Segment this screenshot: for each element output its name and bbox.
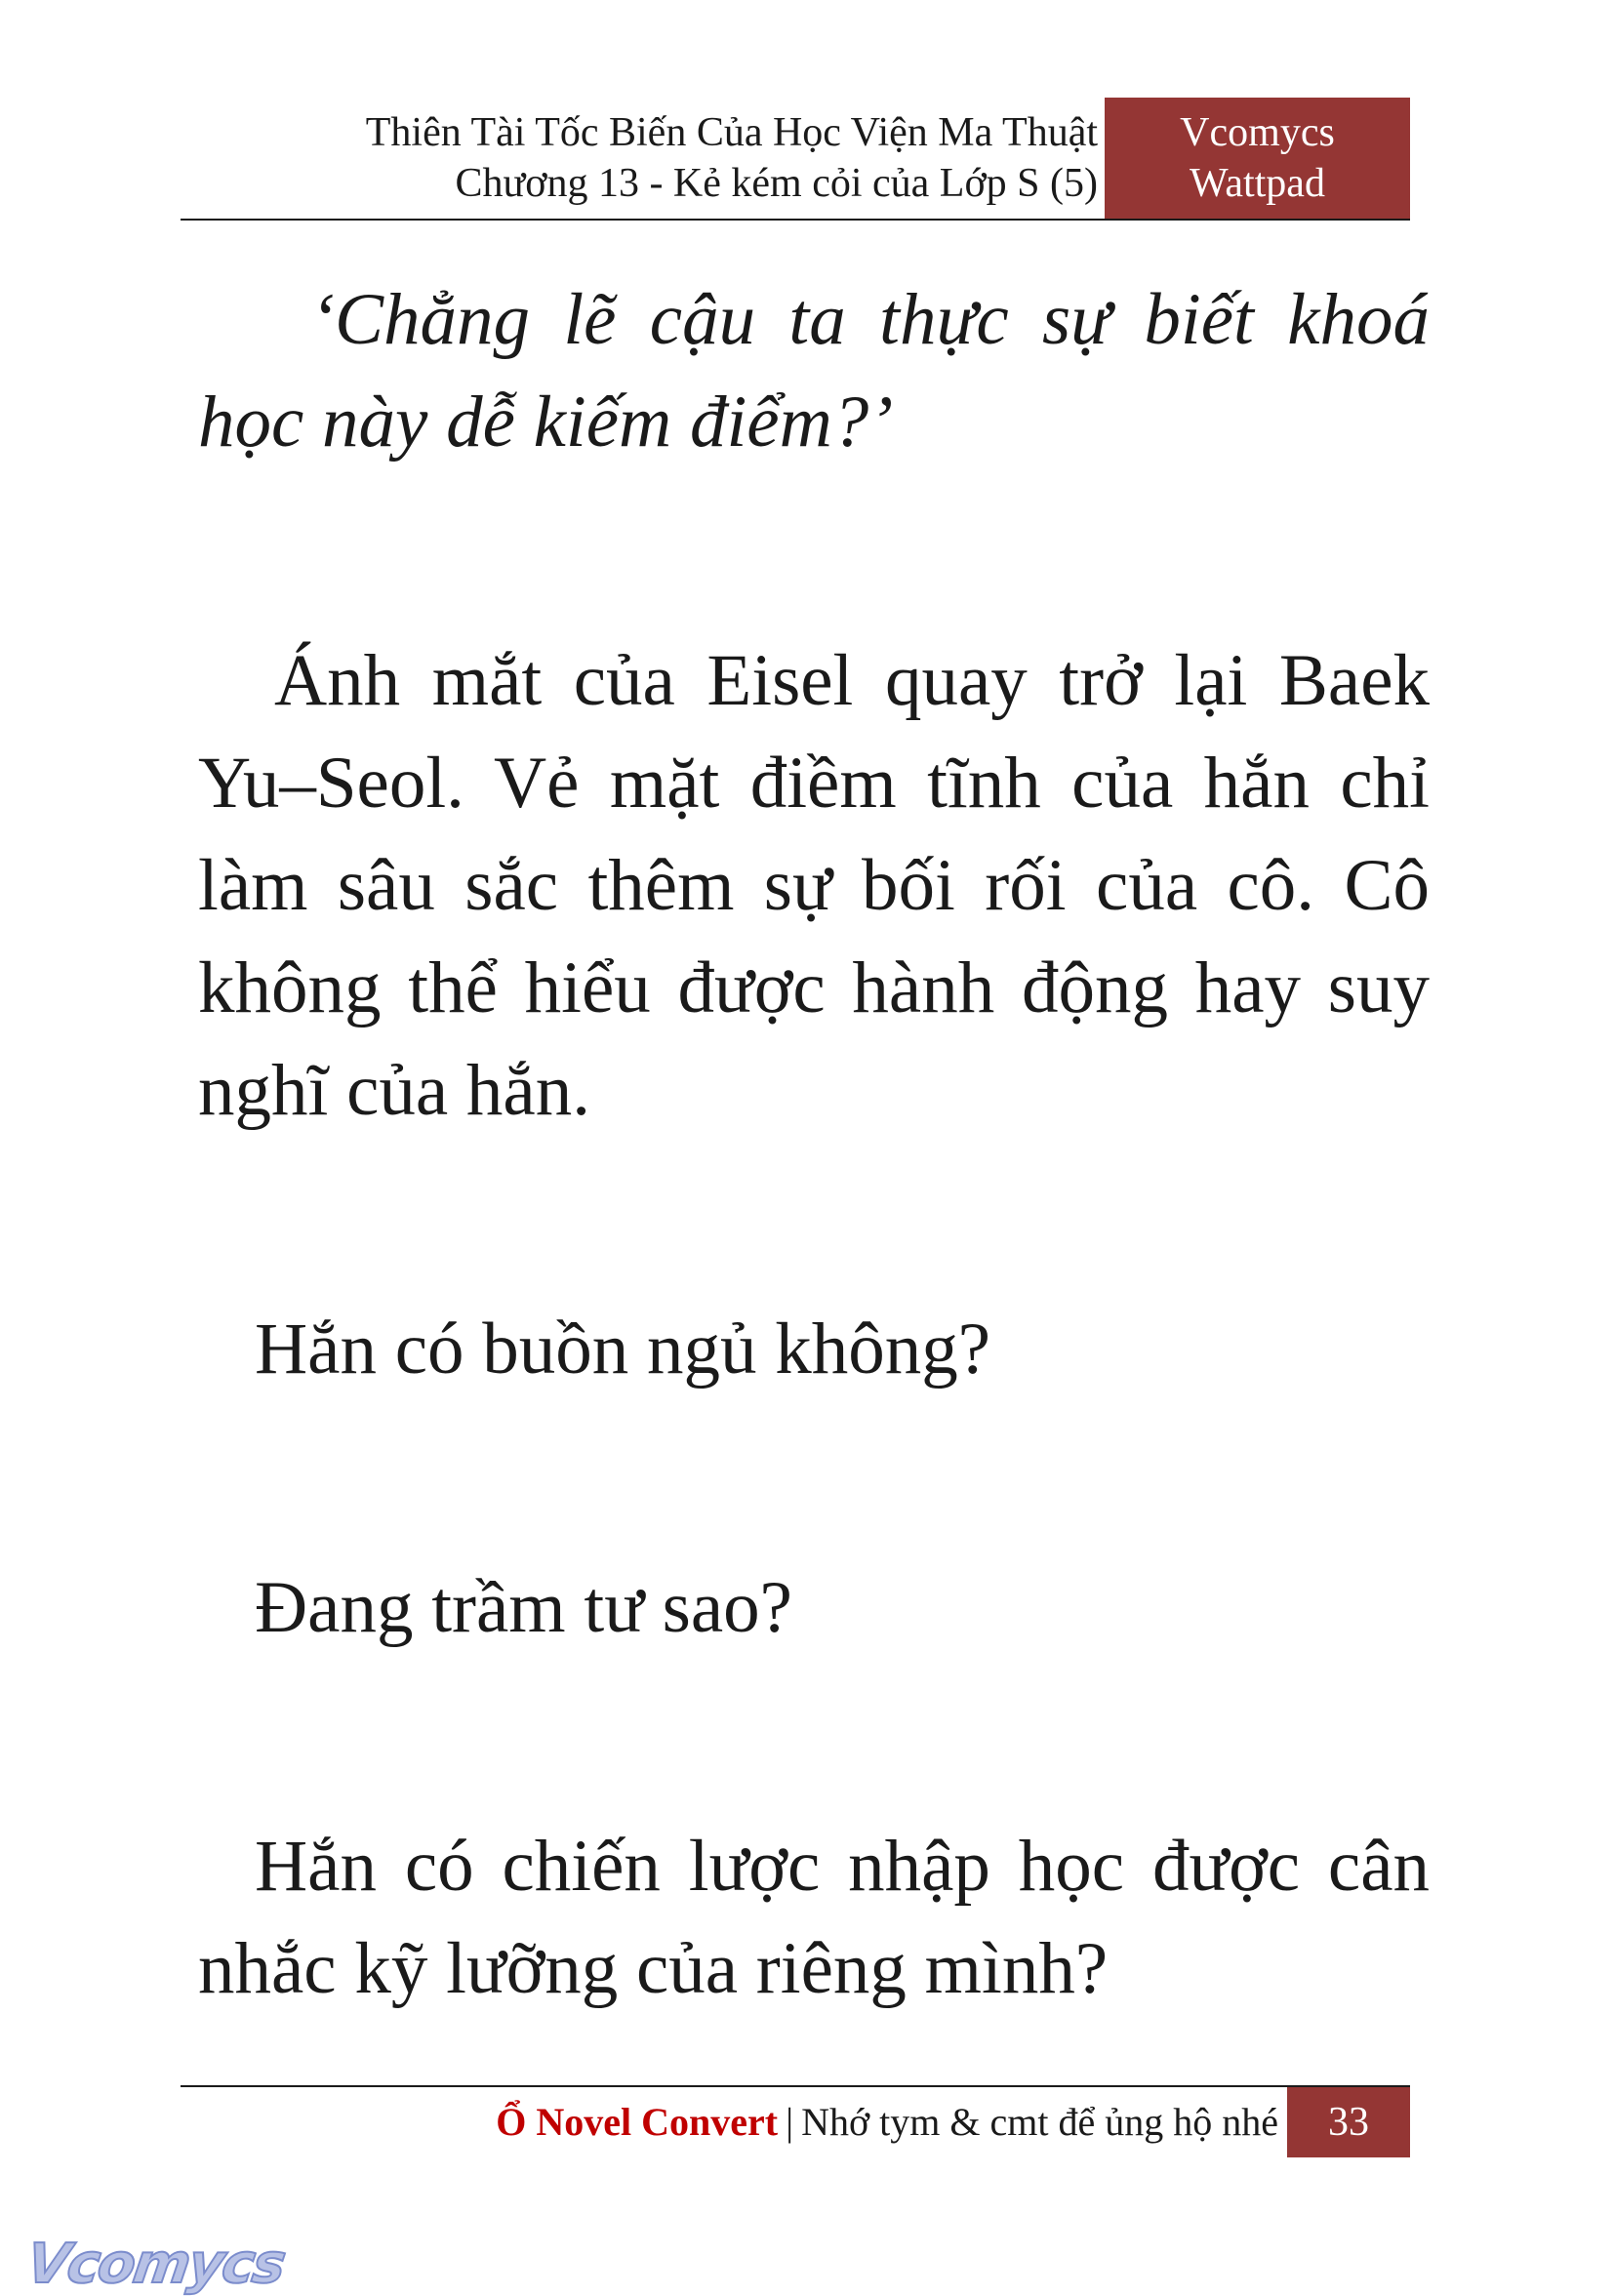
page-footer <box>181 2087 1410 2157</box>
badge-line-1: Vcomycs <box>1180 110 1335 155</box>
paragraph-gap <box>198 473 1430 629</box>
page-body <box>198 268 1430 2020</box>
badge-line-2: Wattpad <box>1190 161 1325 206</box>
chapter-title: Chương 13 - Kẻ kém cỏi của Lớp S (5) <box>455 161 1098 206</box>
footer-text <box>496 2097 1278 2148</box>
paragraph-gap <box>198 1659 1430 1815</box>
footer-message: Nhớ tym & cmt để ủng hộ nhé <box>801 2100 1278 2144</box>
watermark-logo: Vcomycs <box>22 2233 288 2296</box>
page-number: 33 <box>1287 2087 1410 2157</box>
paragraph-question-2: Đang trầm tư sao? <box>255 1567 792 1648</box>
paragraph-question-1: Hắn có buồn ngủ không? <box>255 1309 991 1390</box>
page-header <box>181 98 1410 219</box>
footer-separator: | <box>786 2100 794 2144</box>
header-divider <box>181 219 1410 221</box>
paragraph-question-3: Hắn có chiến lược nhập học được cân nhắc kỹ lưỡng của riêng mình? <box>198 1826 1430 2009</box>
header-titles <box>366 107 1098 209</box>
book-title: Thiên Tài Tốc Biến Của Học Viện Ma Thuật <box>365 110 1098 155</box>
paragraph-thought: ‘Chẳng lẽ cậu ta thực sự biết khoá học này dễ kiếm điểm?’ <box>198 279 1430 463</box>
paragraph-gap <box>198 1142 1430 1298</box>
paragraph-gap <box>198 1400 1430 1556</box>
paragraph-narration: Ánh mắt của Eisel quay trở lại Baek Yu–Seol. Vẻ mặt điềm tĩnh của hắn chỉ làm sâu sắc thêm sự bối rối của cô. Cô không thể hiểu được hành động hay suy nghĩ của hắn. <box>198 640 1430 1131</box>
footer-brand: Ổ Novel Convert <box>496 2100 779 2144</box>
source-badge <box>1105 98 1410 219</box>
